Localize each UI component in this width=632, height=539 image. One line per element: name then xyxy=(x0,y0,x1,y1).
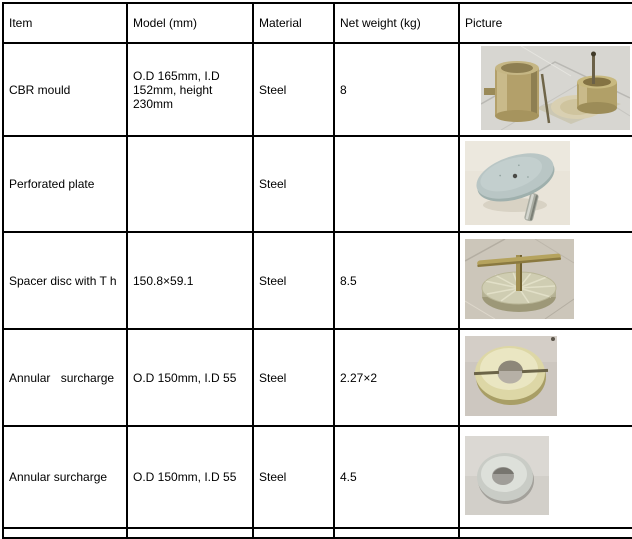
material-cell: Steel xyxy=(253,426,334,528)
model-cell: 150.8×59.1 xyxy=(127,232,253,329)
net-weight-cell: 8 xyxy=(334,43,459,136)
cbr-mould-photo xyxy=(481,46,630,130)
item-cell: Perforated plate xyxy=(3,136,127,232)
column-header-material: Material xyxy=(253,3,334,43)
spacer-disc-with-t-handle-photo xyxy=(465,239,574,319)
annular-surcharge-photo xyxy=(465,436,549,515)
table-row xyxy=(3,426,632,528)
table-row xyxy=(3,136,632,232)
item-cell: CBR mould xyxy=(3,43,127,136)
model-cell: O.D 150mm, I.D 55 xyxy=(127,426,253,528)
picture-cell xyxy=(459,232,632,329)
item-cell xyxy=(3,528,127,538)
net-weight-cell: 4.5 xyxy=(334,426,459,528)
picture-cell xyxy=(459,528,632,538)
picture-cell xyxy=(459,426,632,528)
perforated-plate-photo xyxy=(465,141,570,225)
net-weight-cell: 8.5 xyxy=(334,232,459,329)
model-cell xyxy=(127,528,253,538)
partial-row xyxy=(3,528,632,538)
model-cell: O.D 165mm, I.D 152mm, height 230mm xyxy=(127,43,253,136)
material-cell xyxy=(253,528,334,538)
table-row xyxy=(3,232,632,329)
document-sheet xyxy=(2,2,632,539)
net-weight-cell xyxy=(334,528,459,538)
column-header-model: Model (mm) xyxy=(127,3,253,43)
table-row xyxy=(3,329,632,426)
column-header-net-weight: Net weight (kg) xyxy=(334,3,459,43)
material-cell: Steel xyxy=(253,232,334,329)
column-header-item: Item xyxy=(3,3,127,43)
product-spec-table xyxy=(2,2,632,539)
model-cell: O.D 150mm, I.D 55 xyxy=(127,329,253,426)
net-weight-cell: 2.27×2 xyxy=(334,329,459,426)
picture-cell xyxy=(459,136,632,232)
net-weight-cell xyxy=(334,136,459,232)
material-cell: Steel xyxy=(253,43,334,136)
column-header-picture: Picture xyxy=(459,3,632,43)
material-cell: Steel xyxy=(253,136,334,232)
item-cell: Annular surcharge xyxy=(3,426,127,528)
picture-cell xyxy=(459,329,632,426)
item-cell: Annular surcharge xyxy=(3,329,127,426)
item-cell: Spacer disc with T h xyxy=(3,232,127,329)
material-cell: Steel xyxy=(253,329,334,426)
picture-cell xyxy=(459,43,632,136)
table-row xyxy=(3,43,632,136)
annular-surcharge-split-photo xyxy=(465,336,557,416)
model-cell xyxy=(127,136,253,232)
header-row xyxy=(3,3,632,43)
